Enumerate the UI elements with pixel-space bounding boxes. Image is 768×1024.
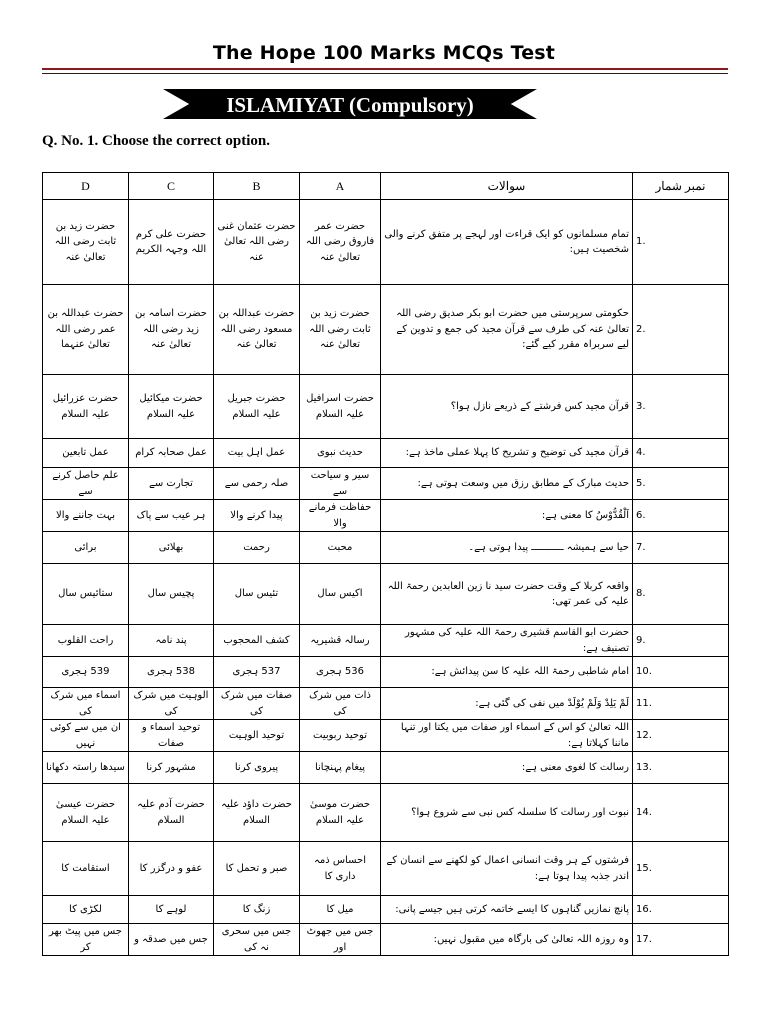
option-c-cell: تجارت سے	[129, 468, 214, 500]
option-c-cell: الوہیت میں شرک کی	[129, 688, 214, 720]
question-text-cell: لَمْ يَلِدْ وَلَمْ يُوْلَدْ میں نفی کی گئی ہے:	[381, 688, 633, 720]
table-row	[43, 375, 729, 439]
option-d-cell: ستائیس سال	[43, 564, 129, 625]
option-a-cell: محبت	[300, 532, 381, 564]
option-c-cell: حضرت آدم علیہ السلام	[129, 784, 214, 842]
option-d-cell: سیدھا راستہ دکھانا	[43, 752, 129, 784]
table-row	[43, 285, 729, 375]
option-b-cell: حضرت جبریل علیہ السلام	[214, 375, 300, 439]
option-a-cell: حضرت موسیٰ علیہ السلام	[300, 784, 381, 842]
document-title: The Hope 100 Marks MCQs Test	[212, 42, 556, 64]
option-b-cell: صلہ رحمی سے	[214, 468, 300, 500]
option-d-cell: اسماء میں شرک کی	[43, 688, 129, 720]
table-header-row	[43, 173, 729, 200]
option-c-cell: پچیس سال	[129, 564, 214, 625]
question-text-cell: حضرت ابو القاسم قشیری رحمۃ اللہ علیہ کی مشہور تصنیف ہے:	[381, 625, 633, 657]
table-row	[43, 842, 729, 896]
question-text-cell: امام شاطبی رحمۃ اللہ علیہ کا سن پیدائش ہے:	[381, 657, 633, 688]
option-d-cell: برائی	[43, 532, 129, 564]
option-d-cell: حضرت عیسیٰ علیہ السلام	[43, 784, 129, 842]
option-b-cell: تئیس سال	[214, 564, 300, 625]
table-row	[43, 500, 729, 532]
option-b-cell: جس میں سحری نہ کی	[214, 924, 300, 956]
question-text-cell: تمام مسلمانوں کو ایک قراءت اور لہجے پر متفق کرنے والی شخصیت ہیں:	[381, 200, 633, 285]
option-b-cell: زنگ کا	[214, 896, 300, 924]
option-d-cell: جس میں پیٹ بھر کر	[43, 924, 129, 956]
table-row	[43, 439, 729, 468]
option-d-cell: ان میں سے کوئی نہیں	[43, 720, 129, 752]
option-b-cell: صفات میں شرک کی	[214, 688, 300, 720]
option-a-cell: رسالہ قشیریہ	[300, 625, 381, 657]
question-number-cell: 8.	[633, 564, 729, 625]
option-a-cell: احساس ذمہ داری کا	[300, 842, 381, 896]
option-d-cell: استقامت کا	[43, 842, 129, 896]
option-b-cell: توحید الوہیت	[214, 720, 300, 752]
option-a-cell: 536 ہجری	[300, 657, 381, 688]
question-number-cell: 17.	[633, 924, 729, 956]
option-a-cell: جس میں جھوٹ اور	[300, 924, 381, 956]
option-a-cell: سیر و سیاحت سے	[300, 468, 381, 500]
option-c-cell: بھلائی	[129, 532, 214, 564]
question-number-cell: 14.	[633, 784, 729, 842]
option-c-cell: حضرت اسامہ بن زید رضی اللہ تعالیٰ عنہ	[129, 285, 214, 375]
question-text-cell: حیا سے ہمیشہ ـــــــــــ پیدا ہوتی ہے۔	[381, 532, 633, 564]
option-b-cell: حضرت عثمان غنی رضی اللہ تعالیٰ عنہ	[214, 200, 300, 285]
table-row	[43, 688, 729, 720]
header-option-d: D	[43, 173, 129, 200]
question-number-cell: 11.	[633, 688, 729, 720]
title-divider-black	[42, 73, 728, 74]
question-text-cell: وہ روزہ اللہ تعالیٰ کی بارگاہ میں مقبول نہیں:	[381, 924, 633, 956]
table-row	[43, 532, 729, 564]
option-c-cell: عمل صحابہ کرام	[129, 439, 214, 468]
question-text-cell: فرشتوں کے ہر وقت انسانی اعمال کو لکھنے سے انسان کے اندر جذبہ پیدا ہوتا ہے:	[381, 842, 633, 896]
question-text-cell: پانچ نمازیں گناہوں کا ایسے خاتمہ کرتی ہیں جیسے پانی:	[381, 896, 633, 924]
table-row	[43, 924, 729, 956]
option-a-cell: میل کا	[300, 896, 381, 924]
option-d-cell: حضرت عزرائیل علیہ السلام	[43, 375, 129, 439]
option-a-cell: حضرت عمر فاروق رضی اللہ تعالیٰ عنہ	[300, 200, 381, 285]
subject-banner-text: ISLAMIYAT (Compulsory)	[226, 93, 474, 117]
question-text-cell: واقعہ کربلا کے وقت حضرت سید نا زین العابدین رحمۃ اللہ علیہ کی عمر تھی:	[381, 564, 633, 625]
option-b-cell: رحمت	[214, 532, 300, 564]
question-text-cell: حدیث مبارک کے مطابق رزق میں وسعت ہوتی ہے:	[381, 468, 633, 500]
option-a-cell: اکیس سال	[300, 564, 381, 625]
table-row	[43, 468, 729, 500]
question-text-cell: اَلْقُدُّوْسُ کا معنی ہے:	[381, 500, 633, 532]
table-row	[43, 625, 729, 657]
option-a-cell: حضرت زید بن ثابت رضی اللہ تعالیٰ عنہ	[300, 285, 381, 375]
option-b-cell: حضرت داؤد علیہ السلام	[214, 784, 300, 842]
option-a-cell: حدیث نبوی	[300, 439, 381, 468]
option-b-cell: صبر و تحمل کا	[214, 842, 300, 896]
option-c-cell: 538 ہجری	[129, 657, 214, 688]
question-number-cell: 6.	[633, 500, 729, 532]
table-row	[43, 752, 729, 784]
option-d-cell: علم حاصل کرنے سے	[43, 468, 129, 500]
question-number-cell: 2.	[633, 285, 729, 375]
question-number-cell: 7.	[633, 532, 729, 564]
question-number-cell: 12.	[633, 720, 729, 752]
table-row	[43, 657, 729, 688]
question-number-cell: 15.	[633, 842, 729, 896]
question-number-cell: 9.	[633, 625, 729, 657]
option-b-cell: پیروی کرنا	[214, 752, 300, 784]
option-d-cell: عمل تابعین	[43, 439, 129, 468]
question-text-cell: قرآن مجید کس فرشتے کے ذریعے نازل ہوا؟	[381, 375, 633, 439]
question-text-cell: رسالت کا لغوی معنی ہے:	[381, 752, 633, 784]
question-number-cell: 3.	[633, 375, 729, 439]
option-d-cell: حضرت عبداللہ بن عمر رضی اللہ تعالیٰ عنہما	[43, 285, 129, 375]
option-a-cell: ذات میں شرک کی	[300, 688, 381, 720]
question-number-cell: 5.	[633, 468, 729, 500]
table-row	[43, 564, 729, 625]
table-row	[43, 720, 729, 752]
option-b-cell: عمل اہل بیت	[214, 439, 300, 468]
option-c-cell: حضرت علی کرم اللہ وجہہ الکریم	[129, 200, 214, 285]
option-a-cell: پیغام پہنچانا	[300, 752, 381, 784]
header-option-a: A	[300, 173, 381, 200]
question-text-cell: حکومتی سرپرستی میں حضرت ابو بکر صدیق رضی اللہ تعالیٰ عنہ کی طرف سے قرآن مجید کی جمع و تدوین کے لیے سربراہ مقرر کیے گئے:	[381, 285, 633, 375]
option-b-cell: کشف المحجوب	[214, 625, 300, 657]
mcq-table	[42, 172, 729, 956]
question-text-cell: قرآن مجید کی توضیح و تشریح کا پہلا عملی ماخذ ہے:	[381, 439, 633, 468]
question-heading: Q. No. 1. Choose the correct option.	[42, 133, 271, 149]
header-questions: سوالات	[381, 173, 633, 200]
header-option-c: C	[129, 173, 214, 200]
question-text-cell: نبوت اور رسالت کا سلسلہ کس نبی سے شروع ہوا؟	[381, 784, 633, 842]
option-d-cell: لکڑی کا	[43, 896, 129, 924]
option-c-cell: عفو و درگزر کا	[129, 842, 214, 896]
option-a-cell: حفاظت فرمانے والا	[300, 500, 381, 532]
option-c-cell: حضرت میکائیل علیہ السلام	[129, 375, 214, 439]
question-number-cell: 13.	[633, 752, 729, 784]
question-number-cell: 10.	[633, 657, 729, 688]
option-c-cell: جس میں صدقہ و	[129, 924, 214, 956]
option-d-cell: راحت القلوب	[43, 625, 129, 657]
title-divider-red	[42, 68, 728, 70]
option-a-cell: توحید ربوبیت	[300, 720, 381, 752]
option-b-cell: پیدا کرنے والا	[214, 500, 300, 532]
table-row	[43, 784, 729, 842]
option-c-cell: لوہے کا	[129, 896, 214, 924]
table-row	[43, 896, 729, 924]
option-c-cell: پند نامہ	[129, 625, 214, 657]
option-b-cell: 537 ہجری	[214, 657, 300, 688]
question-number-cell: 16.	[633, 896, 729, 924]
option-b-cell: حضرت عبداللہ بن مسعود رضی اللہ تعالیٰ عنہ	[214, 285, 300, 375]
question-number-cell: 4.	[633, 439, 729, 468]
option-a-cell: حضرت اسرافیل علیہ السلام	[300, 375, 381, 439]
header-serial-number: نمبر شمار	[633, 173, 729, 200]
table-row	[43, 200, 729, 285]
option-d-cell: بہت جاننے والا	[43, 500, 129, 532]
option-d-cell: حضرت زید بن ثابت رضی اللہ تعالیٰ عنہ	[43, 200, 129, 285]
question-text-cell: اللہ تعالیٰ کو اس کے اسماء اور صفات میں یکتا اور تنہا ماننا کہلاتا ہے:	[381, 720, 633, 752]
option-c-cell: مشہور کرنا	[129, 752, 214, 784]
header-option-b: B	[214, 173, 300, 200]
option-c-cell: توحید اسماء و صفات	[129, 720, 214, 752]
option-c-cell: ہر عیب سے پاک	[129, 500, 214, 532]
option-d-cell: 539 ہجری	[43, 657, 129, 688]
question-number-cell: 1.	[633, 200, 729, 285]
